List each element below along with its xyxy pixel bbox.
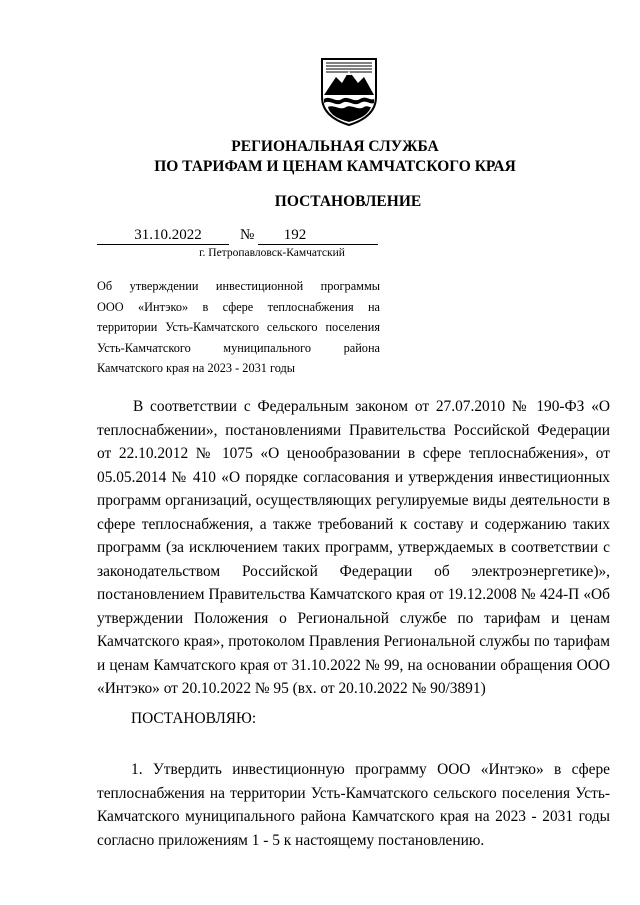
subject-line: Камчатского края на 2023 - 2031 годы	[97, 361, 296, 375]
subject-line: ООО «Интэко» в сфере теплоснабжения на	[97, 299, 380, 314]
item-1-paragraph: 1. Утвердить инвестиционную программу ООО «Интэко» в сфере теплоснабжения на территории Усть-Камчатского сельского поселения Усть-Камчатского муниципального района Камчатского края на 2023 - 2031 годы согласно приложениям 1 - 5 к настоящему постановлению.	[97, 761, 610, 849]
coat-of-arms-icon	[318, 55, 380, 127]
preamble-paragraph: В соответствии с Федеральным законом от 27.07.2010 № 190-ФЗ «О теплоснабжении», постановлениями Правительства Российской Федерации от 22.10.2012 № 1075 «О ценообразовании в сфере теплоснабжения», от 05.05.2014 № 410 «О порядке согласования и утверждения инвестиционных программ организаций, осуществляющих регулируемые виды деятельности в сфере теплоснабжения, а также требований к составу и содержанию таких программ (за исключением таких программ, утверждаемых в соответствии с законодательством Российской Федерации об электроэнергетике)», постановлением Правительства Камчатского края от 19.12.2008 № 424-П «Об утверждении Положения о Региональной службе по тарифам и ценам Камчатского края», протоколом Правления Региональной службы по тарифам и ценам Камчатского края от 31.10.2022 № 99, на основании обращения ООО «Интэко» от 20.10.2022 № 95 (вх. от 20.10.2022 № 90/3891)	[97, 398, 610, 697]
city: г. Петропавловск-Камчатский	[199, 247, 345, 259]
org-line-2: ПО ТАРИФАМ И ЦЕНАМ КАМЧАТСКОГО КРАЯ	[154, 158, 516, 175]
number-sign: №	[240, 227, 255, 243]
organization-name	[0, 137, 640, 177]
document-type: ПОСТАНОВЛЕНИЕ	[274, 193, 422, 210]
subject-line: Об утверждении инвестиционной программы	[97, 279, 380, 293]
document-number: 192	[258, 227, 378, 245]
subject-line: Усть-Камчатского муниципального района	[97, 340, 380, 355]
org-line-1: РЕГИОНАЛЬНАЯ СЛУЖБА	[231, 138, 439, 155]
document-date: 31.10.2022	[97, 227, 229, 245]
decree-word: ПОСТАНОВЛЯЮ:	[131, 710, 257, 727]
subject-line: территории Усть-Камчатского сельского поселения	[97, 320, 380, 334]
document-subject	[97, 276, 380, 379]
